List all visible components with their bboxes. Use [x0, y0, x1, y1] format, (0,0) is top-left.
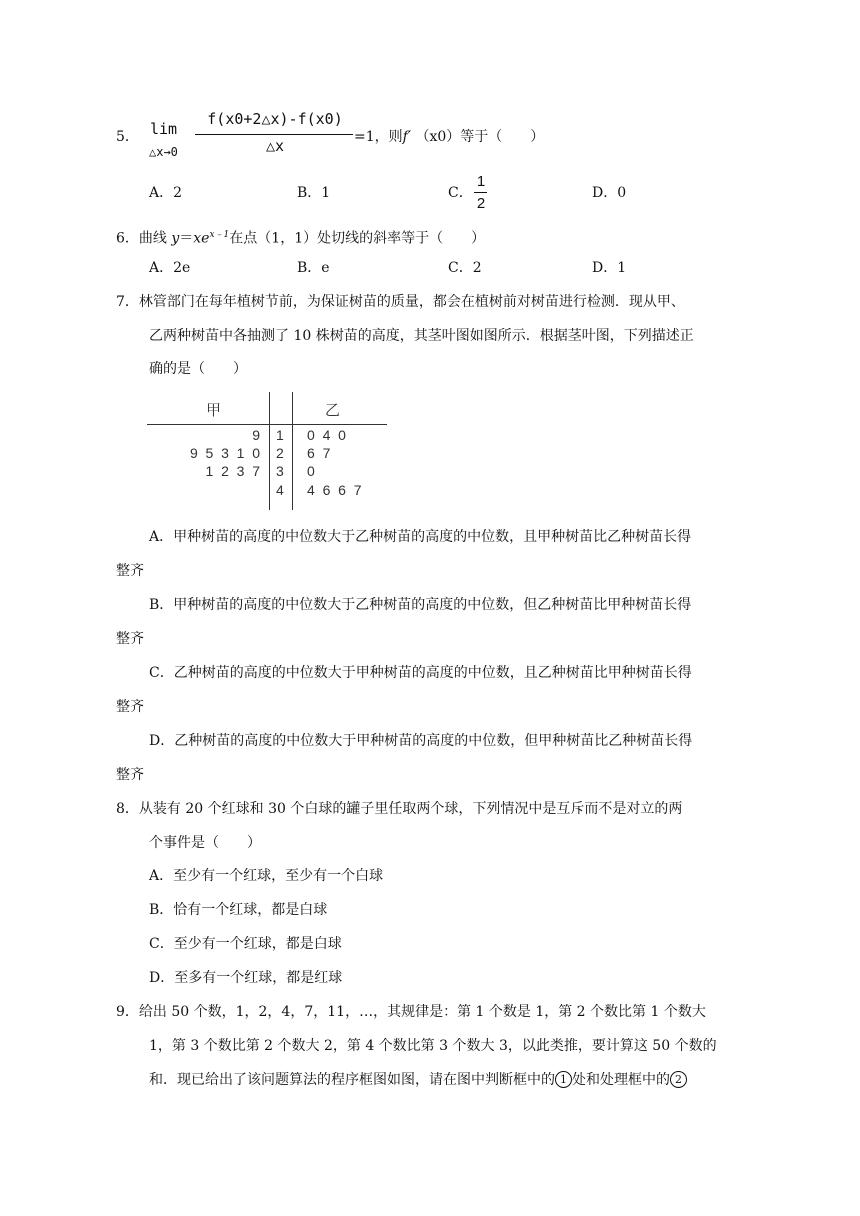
stemleaf-divider-left — [269, 392, 270, 510]
c-fraction-num: 1 — [476, 173, 486, 190]
stemleaf-row2-stem: 2 — [276, 445, 284, 461]
equals-text: =1，则 — [354, 129, 403, 145]
stemleaf-left-title: 甲 — [206, 402, 222, 419]
fraction-bar — [195, 134, 353, 135]
circled-two: 2 — [670, 1071, 687, 1088]
fprime-text: f′ — [402, 129, 412, 145]
circled-one: 1 — [555, 1071, 572, 1088]
stemleaf-right-title: 乙 — [325, 402, 341, 419]
stemleaf-row2-left: 9 5 3 1 0 — [189, 445, 260, 461]
q9-line-3-a: 和．现已给出了该问题算法的程序框图如图，请在图中判断框中的 — [149, 1072, 555, 1088]
q9-line-3-b: 处和处理框中的 — [572, 1072, 670, 1088]
stemleaf-row3-stem: 3 — [276, 463, 284, 479]
q6-option-d: D．1 — [592, 260, 627, 276]
stemleaf-row3-left: 1 2 3 7 — [205, 463, 260, 479]
q5-option-a: A．2 — [149, 185, 183, 201]
q7-line-2: 乙两种树苗中各抽测了 10 株树苗的高度，其茎叶图如图所示．根据茎叶图，下列描述正 — [149, 328, 694, 344]
q6-eq: ＝ — [179, 230, 194, 247]
numerator-text: f(x0+2△x)-f(x0) — [207, 110, 343, 128]
q7-line-3: 确的是（ ） — [149, 361, 247, 377]
q6-option-a: A．2e — [149, 260, 191, 276]
stemleaf-row2-right: 6 7 — [307, 445, 331, 461]
q7-option-d-cont: 整齐 — [116, 767, 144, 783]
q8-option-b: B．恰有一个红球，都是白球 — [149, 902, 328, 918]
q8-line-1: 8．从装有 20 个红球和 30 个白球的罐子里任取两个球，下列情况中是互斥而不是对立的两 — [116, 801, 683, 817]
q6-text-b: 在点（1，1）处切线的斜率等于（ ） — [229, 230, 486, 247]
q7-option-c-cont: 整齐 — [116, 699, 144, 715]
q9-line-1: 9．给出 50 个数，1，2，4，7，11，…，其规律是：第 1 个数是 1，第 2 个数比第 1 个数大 — [116, 1004, 706, 1020]
q5-equals — [354, 127, 544, 147]
stemleaf-row3-right: 0 — [307, 463, 315, 479]
q6-option-c: C．2 — [448, 260, 482, 276]
lim-subscript: △x→0 — [149, 145, 178, 159]
q6-option-b: B．e — [297, 260, 330, 276]
q5-option-c: C． — [448, 185, 473, 201]
fraction-numerator — [195, 110, 355, 128]
q7-option-c: C．乙种树苗的高度的中位数大于甲种树苗的高度的中位数，且乙种树苗比甲种树苗长得 — [149, 665, 692, 681]
fraction-denominator: △x — [265, 137, 285, 155]
q8-line-2: 个事件是（ ） — [149, 835, 261, 851]
q8-option-a: A．至少有一个红球，至少有一个白球 — [149, 868, 384, 884]
c-fraction-den: 2 — [476, 195, 486, 212]
stemleaf-row4-right: 4 6 6 7 — [307, 482, 362, 498]
q6-exponent: x﹣1 — [209, 230, 230, 240]
stemleaf-row4-stem: 4 — [276, 482, 284, 498]
q6-y: y — [171, 230, 180, 247]
q8-option-d: D．至多有一个红球，都是红球 — [149, 970, 343, 986]
lim-text: lim — [150, 120, 178, 138]
q5-number: 5． — [116, 129, 139, 145]
stemleaf-row1-stem: 1 — [276, 427, 284, 443]
q6-xe: xe — [193, 230, 210, 247]
q6-text-a: 6．曲线 — [116, 230, 172, 247]
q5-option-b: B．1 — [297, 185, 331, 201]
q9-line-2: 1，第 3 个数比第 2 个数大 2，第 4 个数比第 3 个数大 3，以此类推，要计算这 50 个数的 — [149, 1038, 717, 1054]
q7-option-d: D．乙种树苗的高度的中位数大于甲种树苗的高度的中位数，但甲种树苗比乙种树苗长得 — [149, 733, 693, 749]
stemleaf-divider-right — [292, 392, 293, 510]
q7-option-b: B．甲种树苗的高度的中位数大于乙种树苗的高度的中位数，但乙种树苗比甲种树苗长得 — [149, 597, 692, 613]
q8-option-c: C．至少有一个红球，都是白球 — [149, 936, 342, 952]
q7-option-a: A．甲种树苗的高度的中位数大于乙种树苗的高度的中位数，且甲种树苗比乙种树苗长得 — [149, 529, 692, 545]
stemleaf-header-line — [147, 424, 387, 425]
stemleaf-row1-left: 9 — [252, 427, 260, 443]
x0-text: （x0）等于（ ） — [415, 129, 545, 145]
q7-option-b-cont: 整齐 — [116, 631, 144, 647]
q7-line-1: 7．林管部门在每年植树节前，为保证树苗的质量，都会在植树前对树苗进行检测．现从甲、 — [116, 294, 685, 310]
stemleaf-row1-right: 0 4 0 — [307, 427, 346, 443]
q9-line-3 — [149, 1070, 687, 1090]
q5-option-d: D．0 — [592, 185, 627, 201]
c-fraction-bar — [474, 192, 487, 193]
q6-stem — [116, 225, 485, 249]
q7-option-a-cont: 整齐 — [116, 563, 144, 579]
